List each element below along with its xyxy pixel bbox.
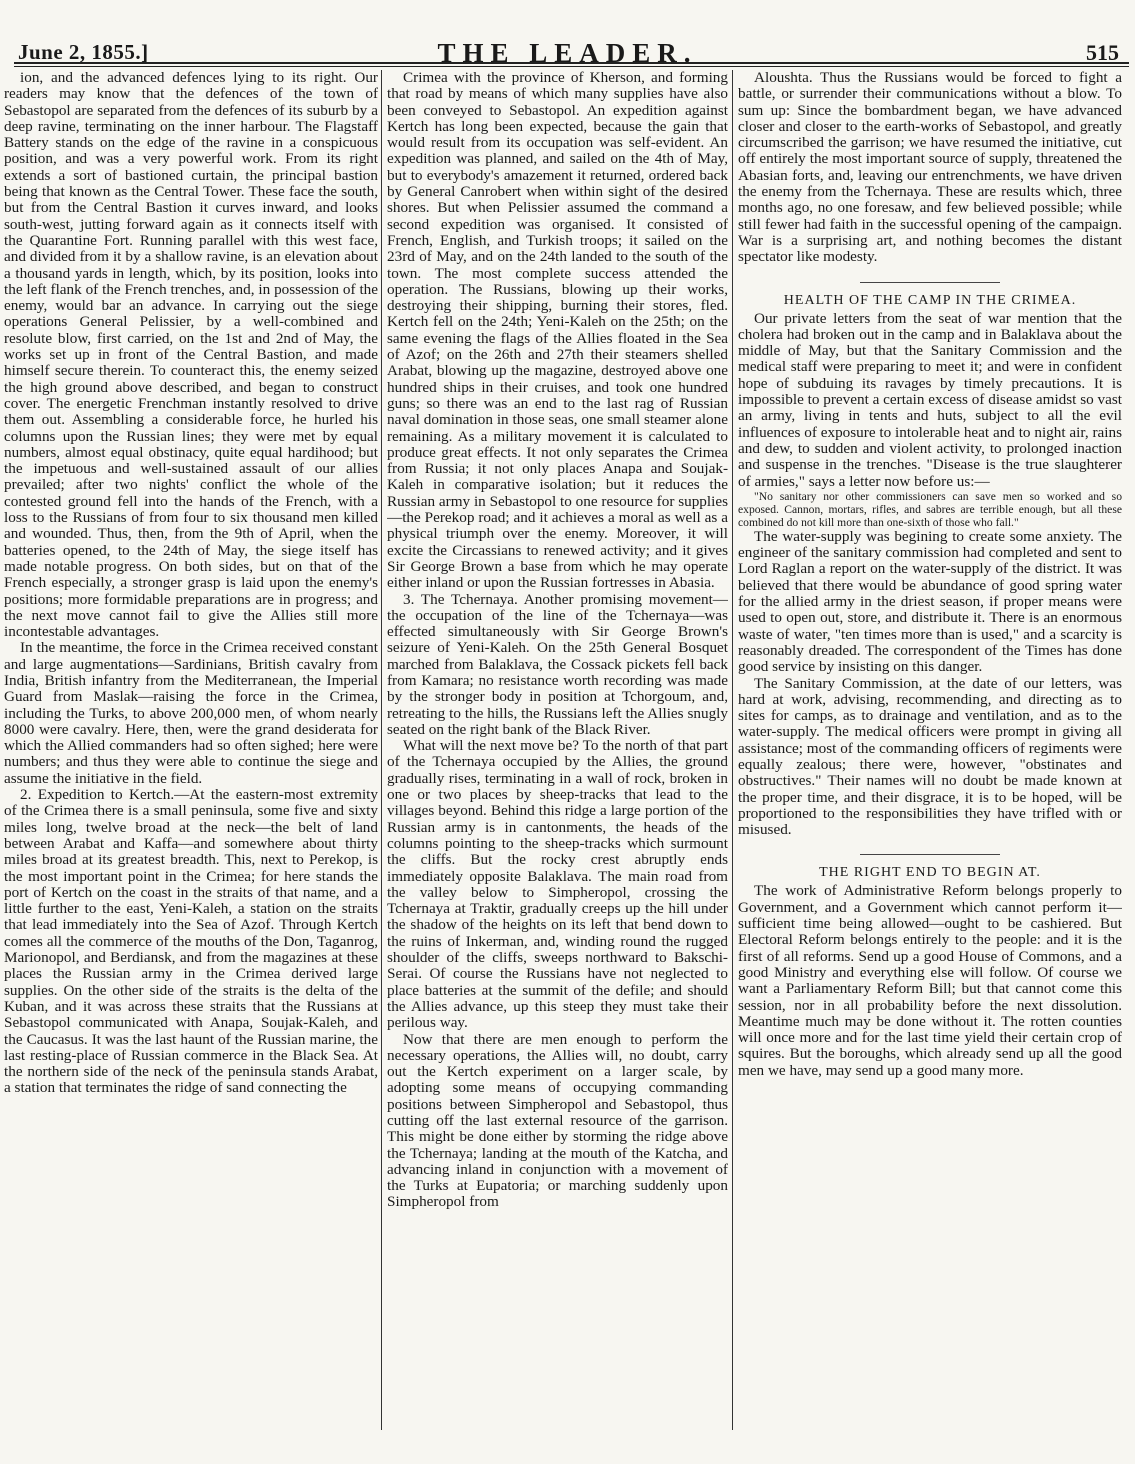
- page-number: 515: [1086, 40, 1119, 65]
- paragraph: The Sanitary Commission, at the date of our letters, was hard at work, advising, recommending, and directing as to sites for camps, as to drainage and ventilation, and as to the water-supply. The medical officers were prompt in giving all assistance; most of the commanding officers of regiments were equally zealous; there were, however, "obstinates and obstructives." Their names will no doubt be made known at the proper time, and their disgrace, it is to be hoped, will be proportioned to the responsibilities they have trifled with or misused.: [738, 674, 1122, 839]
- masthead-title: THE LEADER.: [437, 38, 698, 68]
- section-heading-health: HEALTH OF THE CAMP IN THE CRIMEA.: [783, 292, 1077, 308]
- paragraph: The water-supply was begining to create some anxiety. The engineer of the sanitary commission had completed and sent to Lord Raglan a report on the water-supply of the district. It was believed that there would be abundance of good spring water for the allied army in the driest season, if proper means were used to open out, store, and distribute it. There is an enormous waste of water, "ten times more than is used," and a scarcity is reasonably dreaded. The correspondent of the Times has done good service by insisting on this danger.: [738, 527, 1122, 676]
- column-3: [738, 70, 1122, 1450]
- column-divider-2: [732, 70, 733, 1430]
- paragraph: Crimea with the province of Kherson, and forming that road by means of which many supplies have also been conveyed to Sebastopol. An expedition against Kertch has long been expected, because the gain that would result from its occupation was self-evident. An expedition was planned, and sailed on the 4th of May, but to everybody's amazement it returned, ordered back by General Canrobert when within sight of the desired shores. But when Pelissier assumed the command a second expedition was organised. It consisted of French, English, and Turkish troops; it sailed on the 23rd of May, and on the 24th landed to the south of the town. The most complete success attended the operation. The Russians, blowing up their works, destroying their shipping, burning their stores, fled. Kertch fell on the 24th; Yeni-Kaleh on the 25th; on the same evening the flags of the Allies floated in the Sea of Azof; on the 26th and 27th their steamers shelled Arabat, blowing up the magazine, destroyed above one hundred ships in their cruises, and took one hundred guns; so there was an end to the last rag of Russian naval domination in those seas, one small steamer alone remaining. As a military movement it is calculated to produce great effects. It not only separates the Crimea from Russia; it not only places Anapa and Soujak-Kaleh in comparative isolation; but it reduces the Russian army in Sebastopol to one resource for supplies—the Perekop road; and it achieves a moral as well as a physical triumph over the enemy. Moreover, it will excite the Circassians to renewed activity; and it gives Sir George Brown a base from which he may operate either inland or upon the Russian fortresses in Abasia.: [387, 70, 728, 592]
- paragraph: The work of Administrative Reform belongs properly to Government, and a Government which cannot perform it—sufficient time being allowed—ought to be cashiered. But Electoral Reform belongs entirely to the people: and it is the first of all reforms. Send up a good House of Commons, and a good Ministry and everything else will follow. Of course we want a Parliamentary Reform Bill; but that cannot come this session, nor in all probability before the next dissolution. Meantime much may be done without it. The rotten counties will once more and for the last time yield their certain crop of squires. But the boroughs, which already send up all the good men we have, may send up a good many more.: [738, 882, 1122, 1079]
- block-quote: "No sanitary nor other commissioners can save men so worked and so exposed. Cannon, mortars, rifles, and sabres are terrible enough, but all these combined do not kill more than one-sixth of those who fall.": [738, 489, 1122, 529]
- section-separator: [860, 282, 1000, 283]
- section-separator: [860, 854, 1000, 855]
- section-heading-right-end: THE RIGHT END TO BEGIN AT.: [819, 865, 1041, 881]
- paragraph: 2. Expedition to Kertch.—At the eastern-most extremity of the Crimea there is a small peninsula, some five and sixty miles long, twelve broad at the neck—the belt of land between Arabat and Kaffa—and somewhere about thirty miles broad at its greatest breadth. This, next to Perekop, is the most important point in the Crimea; for here stands the port of Kertch on the coast in the straits of that name, and a little further to the east, Yeni-Kaleh, a station on the straits that lead immediately into the Sea of Azof. Through Kertch comes all the commerce of the mouths of the Don, Taganrog, Marionopol, and Berdiansk, and from the magazines at these places the Russian army in the Crimea derived large supplies. On the other side of the straits is the delta of the Kuban, and it was across these straits that the Russians at Sebastopol communicated with Anapa, Soujak-Kaleh, and the Caucasus. It was the last haunt of the Russian marine, the last resting-place of Russian commerce in the Black Sea. At the northern side of the neck of the peninsula stands Arabat, a station that terminates the ridge of sand connecting the: [4, 786, 378, 1097]
- issue-date: June 2, 1855.]: [18, 40, 149, 64]
- column-1: [4, 70, 378, 1450]
- paragraph: What will the next move be? To the north of that part of the Tchernaya occupied by the Allies, the ground gradually rises, terminating in a wall of rock, broken in one or two places by sheep-tracks that lead to the villages beyond. Behind this ridge a large portion of the Russian army is in cantonments, the heads of the columns pointing to the sheep-tracks which surmount the cliffs. But the rocky crest abruptly ends immediately opposite Balaklava. The main road from the valley below to Simpheropol, crossing the Tchernaya at Traktir, gradually creeps up the hill under the shadow of the heights on its left that bend down to the ruins of Inkerman, and, winding round the rugged shoulder of the cliffs, sweeps northward to Bakschi-Serai. Of course the Russians have not neglected to place batteries at the summit of the defile; and should the Allies advance, up this steep they must take their perilous way.: [387, 737, 728, 1032]
- paragraph: Now that there are men enough to perform the necessary operations, the Allies will, no doubt, carry out the Kertch experiment on a larger scale, by adopting some means of occupying commanding positions between Simpheropol and Sebastopol, thus cutting off the last external resource of the garrison. This might be done either by storming the ridge above the Tchernaya; landing at the mouth of the Katcha, and advancing inland in conjunction with a movement of the Turks at Eupatoria; or marching suddenly upon Simpheropol from: [387, 1030, 728, 1211]
- column-divider-1: [381, 70, 382, 1430]
- page-header: [0, 0, 1135, 66]
- header-rule-thin: [14, 66, 1129, 67]
- paragraph: Aloushta. Thus the Russians would be forced to fight a battle, or surrender their communications without a blow. To sum up: Since the bombardment began, we have advanced closer and closer to the earth-works of Sebastopol, and greatly circumscribed the garrison; we have resumed the initiative, cut off entirely the most important source of supply, threatened the Abasian forts, and, leaving our entrenchments, we have driven the enemy from the Tchernaya. These are results which, three months ago, no one foresaw, and few believed possible; while still fewer had faith in the successful opening of the campaign. War is a surprising art, and nothing becomes the distant spectator like modesty.: [738, 70, 1122, 266]
- paragraph: ion, and the advanced defences lying to its right. Our readers may know that the defences of the town of Sebastopol are separated from the defences of its suburb by a deep ravine, terminating on the inner harbour. The Flagstaff Battery stands on the edge of the ravine in a conspicuous position, and was a very powerful work. From its right extends a sort of bastioned curtain, the principal bastion being that known as the Central Tower. These face the south, but from the Central Bastion it curves inward, and looks south-west, jutting forward again as it connects itself with the Quarantine Fort. Running parallel with this west face, and divided from it by a shallow ravine, is an elevation about a thousand yards in length, which, by its position, looks into the left flank of the French trenches, and, in possession of the enemy, would bar an advance. In carrying out the siege operations General Pelissier, by a well-combined and resolute blow, first carried, on the 1st and 2nd of May, the works set up in front of the Central Bastion, and made himself secure therein. To counteract this, the enemy seized the high ground above described, and began to construct cover. The energetic Frenchman instantly resolved to drive them out. Assembling a considerable force, he hurled his columns upon the Russian lines; they were met by equal numbers, almost equal obstinacy, quite equal hardihood; but the impetuous and well-sustained assault of our allies prevailed; after two nights' conflict the whole of the contested ground fell into the hands of the French, with a loss to the Russians of from four to six thousand men killed and wounded. Thus, then, from the 9th of April, when the batteries opened, to the 24th of May, the siege itself has made notable progress. On both sides, but on that of the French especially, a stronger grasp is laid upon the enemy's positions; more formidable preparations are in progress; and the next move cannot fail to give the Allies still more incontestable advantages.: [4, 70, 378, 641]
- paragraph: 3. The Tchernaya. Another promising movement—the occupation of the line of the Tchernaya—was effected simultaneously with Sir George Brown's seizure of Yeni-Kaleh. On the 25th General Bosquet marched from Balaklava, the Cossack pickets fell back from Kamara; no resistance worth recording was made by the stronger body in position at Tchorgoum, and, retreating to the hills, the Russians left the Allies snugly seated on the right bank of the Black River.: [387, 590, 728, 738]
- paragraph: Our private letters from the seat of war mention that the cholera had broken out in the camp and in Balaklava about the middle of May, but that the Sanitary Commission and the medical staff were preparing to meet it; and were in confident hope of subduing its ravages by timely precautions. It is impossible to prevent a certain excess of disease amidst so vast an army, living in tents and huts, subject to all the evil influences of exposure to intolerable heat and to night air, rains and dew, to sudden and violent activity, to prolonged inaction and suspense in the trenches. "Disease is the true slaughterer of armies," says a letter now before us:—: [738, 309, 1122, 490]
- paragraph: In the meantime, the force in the Crimea received constant and large augmentations—Sardinians, British cavalry from India, British infantry from the Mediterranean, the Imperial Guard from Maslak—raising the force in the Crimea, including the Turks, to above 200,000 men, of whom nearly 8000 were cavalry. Here, then, were the grand desiderata for which the Allied commanders had so often sighed; here were numbers; and thus they were able to continue the siege and assume the initiative in the field.: [4, 639, 378, 787]
- header-rule-thick: [14, 62, 1129, 64]
- column-2: [387, 70, 728, 1450]
